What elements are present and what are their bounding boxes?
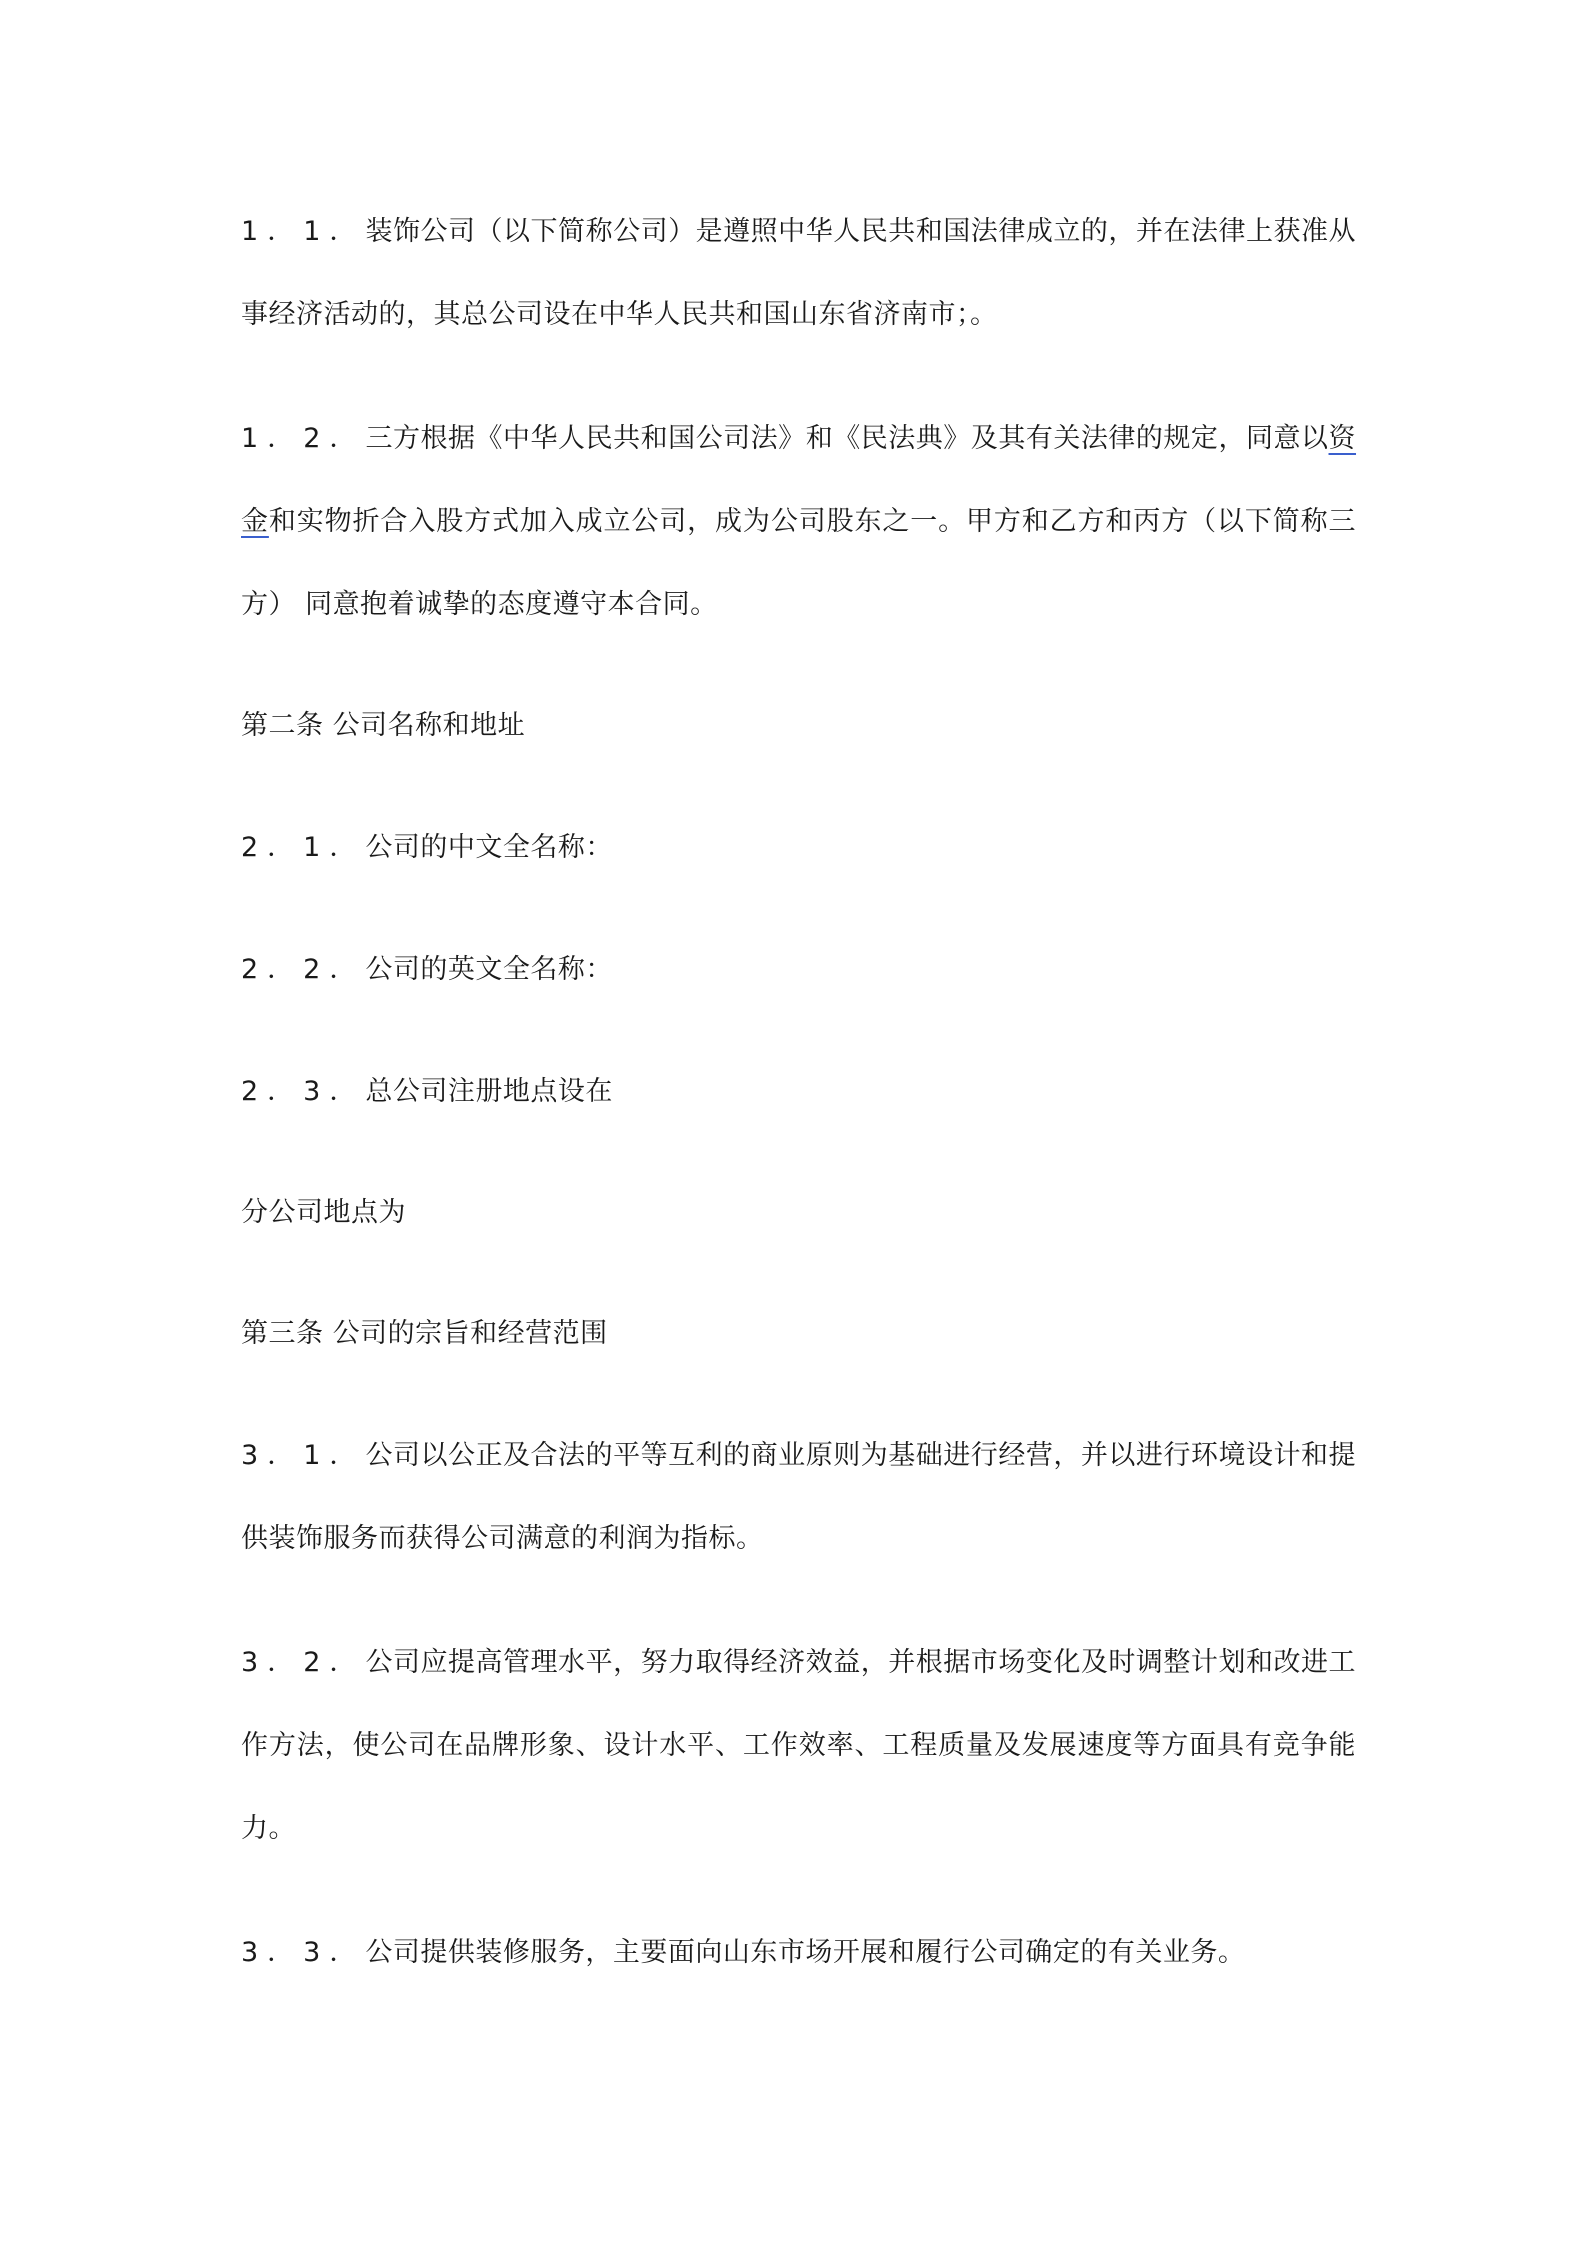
clause-number: 2．1． bbox=[241, 832, 366, 863]
clause-number: 2．2． bbox=[241, 954, 366, 985]
clause-text: 总公司注册地点设在 bbox=[365, 1076, 613, 1107]
clause-1-1 bbox=[241, 190, 1356, 356]
clause-number: 3．3． bbox=[241, 1937, 366, 1968]
clause-text: 装饰公司（以下简称公司）是遵照中华人民共和国法律成立的，并在法律上获准从事经济活动的，其总公司设在中华人民共和国山东省济南市；。 bbox=[241, 216, 1357, 330]
funds-link[interactable]: 资金 bbox=[241, 423, 1357, 537]
clause-2-3 bbox=[241, 1050, 1356, 1133]
clause-3-2 bbox=[241, 1621, 1356, 1870]
clause-1-2 bbox=[241, 397, 1356, 646]
clause-text: 公司的中文全名称： bbox=[365, 832, 613, 863]
clause-number: 3．1． bbox=[241, 1440, 366, 1471]
article-2-heading: 第二条 公司名称和地址 bbox=[241, 710, 526, 741]
clause-2-2 bbox=[241, 928, 1356, 1011]
clause-3-1 bbox=[241, 1414, 1356, 1580]
clause-text: 公司的英文全名称： bbox=[365, 954, 613, 985]
clause-2-1 bbox=[241, 806, 1356, 889]
clause-text-continued: 和实物折合入股方式加入成立公司，成为公司股东之一。甲方和乙方和丙方（以下简称三方） 同意抱着诚挚的态度遵守本合同。 bbox=[241, 506, 1357, 620]
clause-text: 公司以公正及合法的平等互利的商业原则为基础进行经营，并以进行环境设计和提供装饰服务而获得公司满意的利润为指标。 bbox=[241, 1440, 1357, 1554]
clause-number: 1．1． bbox=[241, 216, 366, 247]
clause-text: 公司提供装修服务，主要面向山东市场开展和履行公司确定的有关业务。 bbox=[365, 1937, 1246, 1968]
branch-address-line: 分公司地点为 bbox=[241, 1197, 406, 1228]
clause-number: 1．2． bbox=[241, 423, 366, 454]
clause-3-3 bbox=[241, 1911, 1356, 1994]
article-3-heading: 第三条 公司的宗旨和经营范围 bbox=[241, 1318, 608, 1349]
clause-text: 公司应提高管理水平，努力取得经济效益，并根据市场变化及时调整计划和改进工作方法，使公司在品牌形象、设计水平、工作效率、工程质量及发展速度等方面具有竞争能力。 bbox=[241, 1647, 1357, 1844]
clause-text: 三方根据《中华人民共和国公司法》和《民法典》及其有关法律的规定，同意以 bbox=[365, 423, 1329, 454]
clause-number: 2．3． bbox=[241, 1076, 366, 1107]
clause-number: 3．2． bbox=[241, 1647, 366, 1678]
